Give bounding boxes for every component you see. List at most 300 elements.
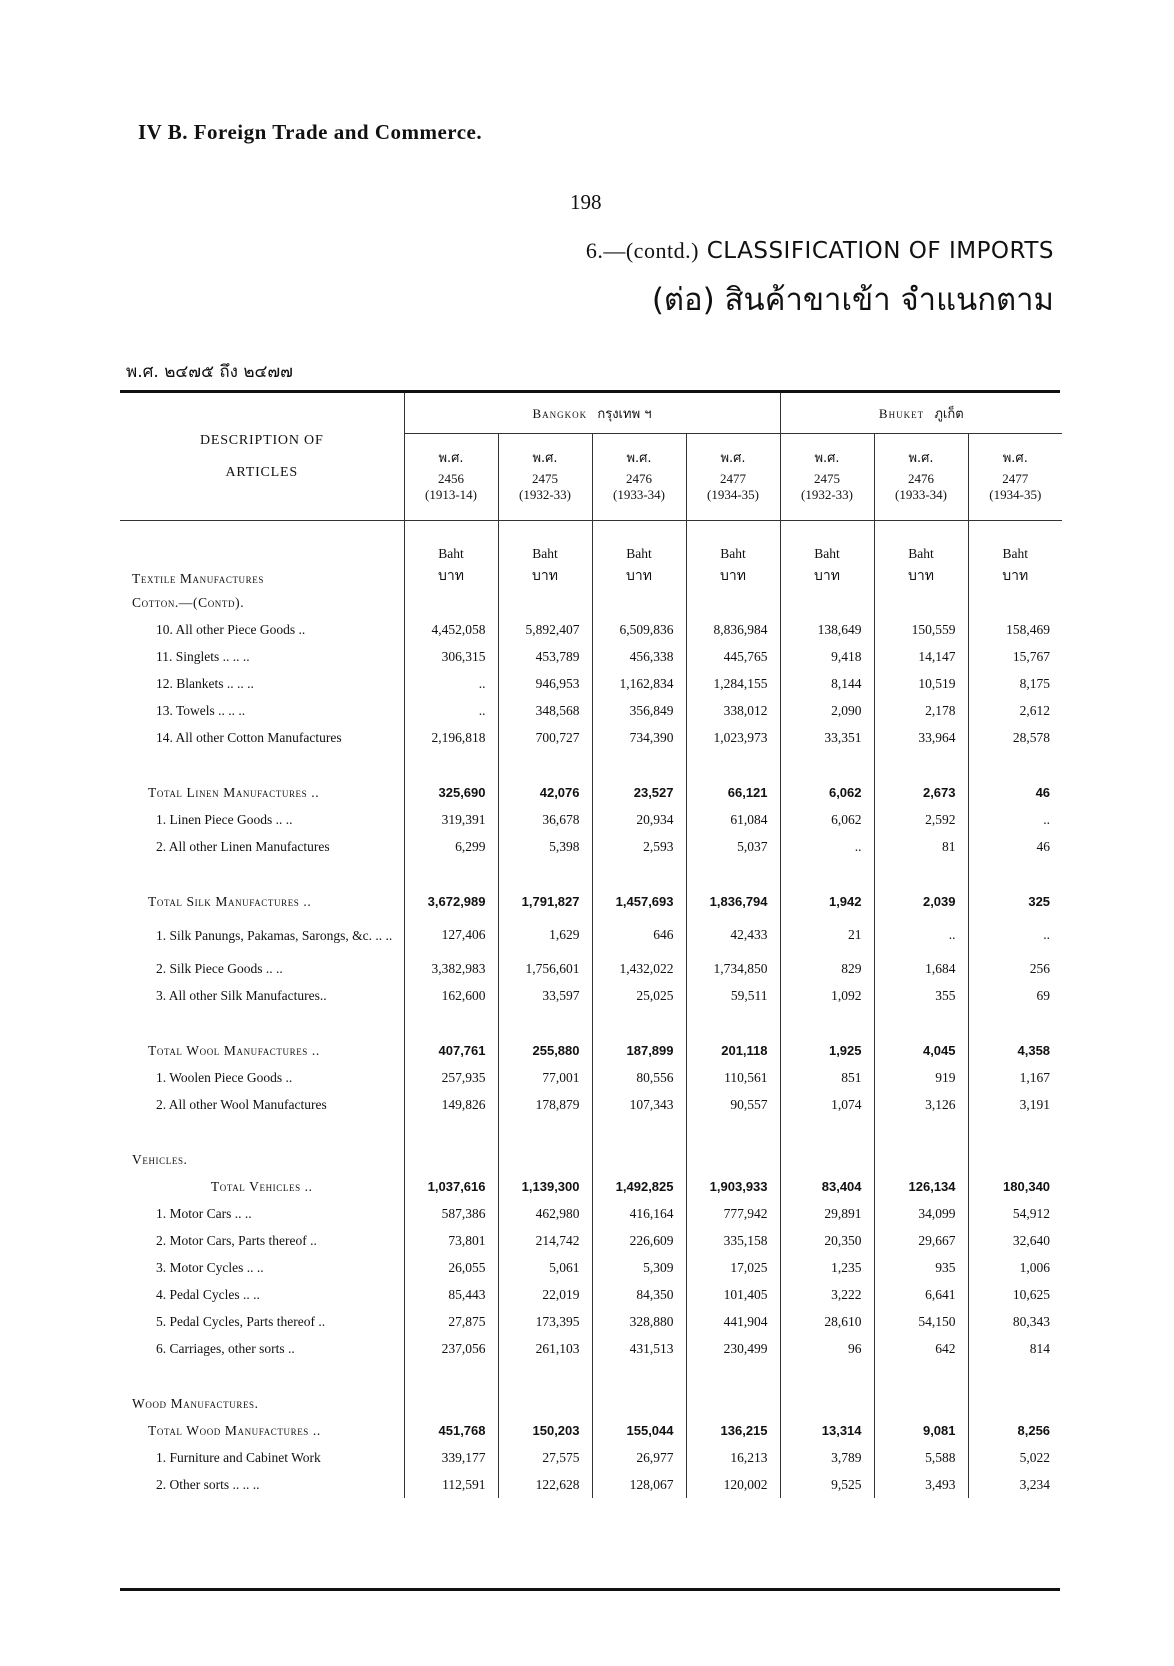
value-cell: 180,340 xyxy=(968,1173,1062,1200)
value-cell: 201,118 xyxy=(686,1037,780,1064)
row-label: 12. Blankets .. .. .. xyxy=(156,675,254,691)
value-cell xyxy=(404,589,498,616)
value-cell: 2,612 xyxy=(968,697,1062,724)
year-header-6 xyxy=(968,434,1062,521)
value-cell: 1,756,601 xyxy=(498,955,592,982)
value-cell: 1,023,973 xyxy=(686,724,780,751)
spacer-cell xyxy=(874,1009,968,1037)
value-cell: 66,121 xyxy=(686,779,780,806)
value-cell: 42,076 xyxy=(498,779,592,806)
value-cell: 462,980 xyxy=(498,1200,592,1227)
row-label: 2. All other Wool Manufactures xyxy=(156,1096,327,1112)
value-cell xyxy=(780,1390,874,1417)
spacer-cell xyxy=(780,860,874,888)
value-cell: 61,084 xyxy=(686,806,780,833)
value-cell: 17,025 xyxy=(686,1254,780,1281)
value-cell: 14,147 xyxy=(874,643,968,670)
table-row xyxy=(120,982,1062,1009)
spacer-cell xyxy=(404,751,498,779)
value-cell: 445,765 xyxy=(686,643,780,670)
unit-row xyxy=(120,521,1062,590)
spacer-cell xyxy=(686,1362,780,1390)
spacer-cell xyxy=(120,1362,404,1390)
year-be: 2475 xyxy=(532,471,558,486)
bangkok-label: Bangkok xyxy=(532,405,588,421)
table-row xyxy=(120,1444,1062,1471)
value-cell: 8,836,984 xyxy=(686,616,780,643)
value-cell: 1,235 xyxy=(780,1254,874,1281)
value-cell: 230,499 xyxy=(686,1335,780,1362)
spacer-cell xyxy=(120,1118,404,1146)
value-cell: .. xyxy=(968,806,1062,833)
year-ce: (1932-33) xyxy=(801,487,854,502)
unit-th: บาท xyxy=(814,568,840,584)
value-cell: 1,942 xyxy=(780,888,874,915)
value-cell xyxy=(968,1146,1062,1173)
bhuket-header xyxy=(780,393,1062,434)
value-cell: 734,390 xyxy=(592,724,686,751)
value-cell: .. xyxy=(780,833,874,860)
value-cell: 335,158 xyxy=(686,1227,780,1254)
value-cell: 26,055 xyxy=(404,1254,498,1281)
value-cell: 829 xyxy=(780,955,874,982)
value-cell: 355 xyxy=(874,982,968,1009)
value-cell: 1,162,834 xyxy=(592,670,686,697)
value-cell: 306,315 xyxy=(404,643,498,670)
spacer-cell xyxy=(404,860,498,888)
table-row xyxy=(120,670,1062,697)
row-label: 3. All other Silk Manufactures.. xyxy=(156,987,327,1003)
value-cell: 29,891 xyxy=(780,1200,874,1227)
value-cell: 20,350 xyxy=(780,1227,874,1254)
table-body xyxy=(120,393,1062,1498)
row-label: 13. Towels .. .. .. xyxy=(156,702,246,718)
value-cell: 1,836,794 xyxy=(686,888,780,915)
year-era-label: พ.ศ. xyxy=(626,451,652,466)
value-cell: 6,509,836 xyxy=(592,616,686,643)
value-cell: 27,875 xyxy=(404,1308,498,1335)
spacer-cell xyxy=(968,751,1062,779)
value-cell: 328,880 xyxy=(592,1308,686,1335)
value-cell: 1,791,827 xyxy=(498,888,592,915)
value-cell: 441,904 xyxy=(686,1308,780,1335)
spacer-cell xyxy=(592,860,686,888)
unit-th: บาท xyxy=(908,568,934,584)
value-cell: 84,350 xyxy=(592,1281,686,1308)
value-cell: 29,667 xyxy=(874,1227,968,1254)
unit-th: บาท xyxy=(438,568,464,584)
spacer-cell xyxy=(592,1009,686,1037)
year-be: 2477 xyxy=(1002,471,1029,486)
value-cell: 814 xyxy=(968,1335,1062,1362)
value-cell: 6,062 xyxy=(780,779,874,806)
header-city-row xyxy=(120,393,1062,434)
value-cell: 155,044 xyxy=(592,1417,686,1444)
value-cell: 214,742 xyxy=(498,1227,592,1254)
value-cell xyxy=(686,1390,780,1417)
value-cell: 3,493 xyxy=(874,1471,968,1498)
value-cell: 83,404 xyxy=(780,1173,874,1200)
year-header-2 xyxy=(592,434,686,521)
value-cell: 126,134 xyxy=(874,1173,968,1200)
value-cell: 187,899 xyxy=(592,1037,686,1064)
year-header-1 xyxy=(498,434,592,521)
value-cell: 587,386 xyxy=(404,1200,498,1227)
description-header-line-1: DESCRIPTION OF xyxy=(199,432,324,448)
value-cell xyxy=(592,1146,686,1173)
unit-en: Baht xyxy=(1002,546,1029,561)
value-cell: 54,150 xyxy=(874,1308,968,1335)
spacer-cell xyxy=(404,1009,498,1037)
row-label: 1. Woolen Piece Goods .. xyxy=(156,1069,293,1085)
value-cell: 9,081 xyxy=(874,1417,968,1444)
row-label: 1. Silk Panungs, Pakamas, Sarongs, &c. .. .. xyxy=(156,927,393,943)
unit-en: Baht xyxy=(908,546,934,561)
value-cell: 1,629 xyxy=(498,915,592,955)
value-cell: 6,062 xyxy=(780,806,874,833)
value-cell xyxy=(780,1146,874,1173)
table-row xyxy=(120,806,1062,833)
value-cell: 42,433 xyxy=(686,915,780,955)
value-cell: 226,609 xyxy=(592,1227,686,1254)
row-label: Vehicles. xyxy=(132,1151,188,1167)
description-header-line-2: ARTICLES xyxy=(225,464,298,480)
value-cell: 59,511 xyxy=(686,982,780,1009)
value-cell: 5,037 xyxy=(686,833,780,860)
unit-th: บาท xyxy=(626,568,652,584)
value-cell: 2,178 xyxy=(874,697,968,724)
value-cell: 1,074 xyxy=(780,1091,874,1118)
value-cell: 2,593 xyxy=(592,833,686,860)
year-be: 2456 xyxy=(438,471,464,486)
spacer-row xyxy=(120,1009,1062,1037)
spacer-cell xyxy=(968,1009,1062,1037)
value-cell: 69 xyxy=(968,982,1062,1009)
year-era-label: พ.ศ. xyxy=(814,451,840,466)
value-cell: 25,025 xyxy=(592,982,686,1009)
value-cell: 453,789 xyxy=(498,643,592,670)
value-cell: 1,492,825 xyxy=(592,1173,686,1200)
value-cell: 1,457,693 xyxy=(592,888,686,915)
value-cell: 80,343 xyxy=(968,1308,1062,1335)
imports-grid xyxy=(120,393,1062,1498)
value-cell xyxy=(874,1146,968,1173)
value-cell: 261,103 xyxy=(498,1335,592,1362)
value-cell: 1,432,022 xyxy=(592,955,686,982)
value-cell xyxy=(404,1390,498,1417)
year-ce: (1933-34) xyxy=(895,487,948,502)
year-ce: (1932-33) xyxy=(519,487,571,502)
value-cell: 2,673 xyxy=(874,779,968,806)
value-cell: 178,879 xyxy=(498,1091,592,1118)
spacer-cell xyxy=(686,751,780,779)
value-cell: 54,912 xyxy=(968,1200,1062,1227)
spacer-cell xyxy=(686,1009,780,1037)
unit-cell-2 xyxy=(592,521,686,590)
spacer-cell xyxy=(404,1362,498,1390)
spacer-row xyxy=(120,751,1062,779)
value-cell: 6,641 xyxy=(874,1281,968,1308)
value-cell: 700,727 xyxy=(498,724,592,751)
value-cell: 2,592 xyxy=(874,806,968,833)
year-ce: (1934-35) xyxy=(989,487,1042,502)
row-label: 3. Motor Cycles .. .. xyxy=(156,1259,264,1275)
value-cell: 33,351 xyxy=(780,724,874,751)
spacer-cell xyxy=(592,1118,686,1146)
table-row xyxy=(120,697,1062,724)
value-cell: 20,934 xyxy=(592,806,686,833)
value-cell: 22,019 xyxy=(498,1281,592,1308)
table-row xyxy=(120,1471,1062,1498)
table-row xyxy=(120,643,1062,670)
value-cell: 319,391 xyxy=(404,806,498,833)
table-row xyxy=(120,1064,1062,1091)
value-cell: 1,092 xyxy=(780,982,874,1009)
unit-cell-4 xyxy=(780,521,874,590)
value-cell xyxy=(592,1390,686,1417)
spacer-cell xyxy=(120,1009,404,1037)
page-number: 198 xyxy=(570,190,602,214)
value-cell: 81 xyxy=(874,833,968,860)
value-cell: 158,469 xyxy=(968,616,1062,643)
value-cell: 1,684 xyxy=(874,955,968,982)
value-cell: 150,203 xyxy=(498,1417,592,1444)
value-cell: 4,358 xyxy=(968,1037,1062,1064)
value-cell: 777,942 xyxy=(686,1200,780,1227)
value-cell: 150,559 xyxy=(874,616,968,643)
spacer-cell xyxy=(498,1118,592,1146)
row-label: 1. Furniture and Cabinet Work xyxy=(156,1449,321,1465)
value-cell: 23,527 xyxy=(592,779,686,806)
table-row xyxy=(120,1254,1062,1281)
row-label: 4. Pedal Cycles .. .. xyxy=(156,1286,260,1302)
value-cell: 32,640 xyxy=(968,1227,1062,1254)
value-cell: 138,649 xyxy=(780,616,874,643)
value-cell: 34,099 xyxy=(874,1200,968,1227)
row-label: 2. All other Linen Manufactures xyxy=(156,838,330,854)
spacer-cell xyxy=(968,1118,1062,1146)
value-cell: 935 xyxy=(874,1254,968,1281)
row-label: Cotton.—(Contd). xyxy=(132,594,245,610)
value-cell: 46 xyxy=(968,779,1062,806)
value-cell: 26,977 xyxy=(592,1444,686,1471)
value-cell: 4,452,058 xyxy=(404,616,498,643)
spacer-row xyxy=(120,860,1062,888)
spacer-cell xyxy=(780,1362,874,1390)
value-cell: 1,037,616 xyxy=(404,1173,498,1200)
value-cell: 5,022 xyxy=(968,1444,1062,1471)
table-row xyxy=(120,724,1062,751)
spacer-cell xyxy=(780,1118,874,1146)
value-cell: 2,090 xyxy=(780,697,874,724)
value-cell: 10,519 xyxy=(874,670,968,697)
title-english: CLASSIFICATION OF IMPORTS xyxy=(706,238,1054,264)
unit-th: บาท xyxy=(1002,568,1029,584)
value-cell: 101,405 xyxy=(686,1281,780,1308)
row-label: 1. Motor Cars .. .. xyxy=(156,1205,252,1221)
value-cell: 10,625 xyxy=(968,1281,1062,1308)
value-cell: 5,588 xyxy=(874,1444,968,1471)
value-cell: 28,578 xyxy=(968,724,1062,751)
table-row xyxy=(120,589,1062,616)
spacer-cell xyxy=(498,1009,592,1037)
unit-cell-0 xyxy=(404,521,498,590)
value-cell: 1,139,300 xyxy=(498,1173,592,1200)
year-header-3 xyxy=(686,434,780,521)
value-cell: 642 xyxy=(874,1335,968,1362)
title-prefix: 6.—(contd.) xyxy=(585,238,699,263)
value-cell: 28,610 xyxy=(780,1308,874,1335)
value-cell: 1,734,850 xyxy=(686,955,780,982)
value-cell: 946,953 xyxy=(498,670,592,697)
era-range: พ.ศ. ๒๔๗๕ ถึง ๒๔๗๗ xyxy=(126,362,293,382)
value-cell: 27,575 xyxy=(498,1444,592,1471)
year-be: 2475 xyxy=(814,471,841,486)
value-cell: 90,557 xyxy=(686,1091,780,1118)
value-cell: 325,690 xyxy=(404,779,498,806)
table-row xyxy=(120,1281,1062,1308)
value-cell: 149,826 xyxy=(404,1091,498,1118)
value-cell: 80,556 xyxy=(592,1064,686,1091)
value-cell: 36,678 xyxy=(498,806,592,833)
value-cell: 107,343 xyxy=(592,1091,686,1118)
row-label: 11. Singlets .. .. .. xyxy=(156,648,250,664)
row-label: 1. Linen Piece Goods .. .. xyxy=(156,811,293,827)
value-cell: 5,398 xyxy=(498,833,592,860)
spacer-cell xyxy=(780,751,874,779)
row-label: Total Wood Manufactures .. xyxy=(148,1422,321,1438)
row-label: 2. Motor Cars, Parts thereof .. xyxy=(156,1232,317,1248)
unit-th: บาท xyxy=(720,568,746,584)
value-cell xyxy=(968,589,1062,616)
table-row xyxy=(120,915,1062,955)
spacer-cell xyxy=(686,1118,780,1146)
value-cell: 451,768 xyxy=(404,1417,498,1444)
value-cell: 1,903,933 xyxy=(686,1173,780,1200)
spacer-row xyxy=(120,1118,1062,1146)
unit-en: Baht xyxy=(720,546,746,561)
row-label: 2. Other sorts .. .. .. xyxy=(156,1476,260,1492)
table-row xyxy=(120,616,1062,643)
value-cell: 136,215 xyxy=(686,1417,780,1444)
unit-en: Baht xyxy=(626,546,652,561)
value-cell: 1,284,155 xyxy=(686,670,780,697)
value-cell: 1,006 xyxy=(968,1254,1062,1281)
value-cell: 85,443 xyxy=(404,1281,498,1308)
spacer-cell xyxy=(498,751,592,779)
bhuket-label: Bhuket xyxy=(878,405,925,421)
value-cell: 5,309 xyxy=(592,1254,686,1281)
spacer-row xyxy=(120,1362,1062,1390)
value-cell xyxy=(592,589,686,616)
value-cell: 77,001 xyxy=(498,1064,592,1091)
spacer-cell xyxy=(498,1362,592,1390)
value-cell xyxy=(780,589,874,616)
unit-en: Baht xyxy=(438,546,464,561)
bhuket-label-thai: ภูเก็ต xyxy=(934,406,964,422)
value-cell: 122,628 xyxy=(498,1471,592,1498)
spacer-cell xyxy=(592,751,686,779)
value-cell xyxy=(874,1390,968,1417)
value-cell: 348,568 xyxy=(498,697,592,724)
value-cell: 338,012 xyxy=(686,697,780,724)
value-cell xyxy=(498,589,592,616)
value-cell: 4,045 xyxy=(874,1037,968,1064)
spacer-cell xyxy=(120,751,404,779)
table-row xyxy=(120,955,1062,982)
table-row xyxy=(120,1417,1062,1444)
year-header-5 xyxy=(874,434,968,521)
value-cell: 356,849 xyxy=(592,697,686,724)
year-era-label: พ.ศ. xyxy=(908,451,934,466)
value-cell: 851 xyxy=(780,1064,874,1091)
year-era-label: พ.ศ. xyxy=(438,451,464,466)
table-row xyxy=(120,1200,1062,1227)
value-cell xyxy=(686,1146,780,1173)
year-be: 2477 xyxy=(720,471,746,486)
value-cell: .. xyxy=(404,670,498,697)
unit-cell-1 xyxy=(498,521,592,590)
table-row xyxy=(120,888,1062,915)
value-cell: 8,256 xyxy=(968,1417,1062,1444)
table-title xyxy=(586,238,1054,264)
value-cell: 407,761 xyxy=(404,1037,498,1064)
year-header-0 xyxy=(404,434,498,521)
value-cell: 73,801 xyxy=(404,1227,498,1254)
value-cell xyxy=(686,589,780,616)
spacer-cell xyxy=(968,860,1062,888)
year-header-4 xyxy=(780,434,874,521)
year-era-label: พ.ศ. xyxy=(720,451,746,466)
value-cell: 2,196,818 xyxy=(404,724,498,751)
value-cell: 33,597 xyxy=(498,982,592,1009)
year-era-label: พ.ศ. xyxy=(532,451,558,466)
value-cell: 255,880 xyxy=(498,1037,592,1064)
value-cell: 8,144 xyxy=(780,670,874,697)
table-row xyxy=(120,1227,1062,1254)
value-cell: 112,591 xyxy=(404,1471,498,1498)
value-cell: 120,002 xyxy=(686,1471,780,1498)
value-cell xyxy=(968,1390,1062,1417)
value-cell: 3,222 xyxy=(780,1281,874,1308)
year-be: 2476 xyxy=(626,471,652,486)
value-cell xyxy=(404,1146,498,1173)
table-row xyxy=(120,1037,1062,1064)
spacer-cell xyxy=(874,1118,968,1146)
value-cell: 16,213 xyxy=(686,1444,780,1471)
value-cell: 8,175 xyxy=(968,670,1062,697)
table-row xyxy=(120,1390,1062,1417)
spacer-cell xyxy=(404,1118,498,1146)
year-be: 2476 xyxy=(908,471,935,486)
value-cell: 256 xyxy=(968,955,1062,982)
value-cell: 3,789 xyxy=(780,1444,874,1471)
row-label: Total Wool Manufactures .. xyxy=(148,1042,320,1058)
value-cell: 5,892,407 xyxy=(498,616,592,643)
value-cell: 3,191 xyxy=(968,1091,1062,1118)
value-cell: 416,164 xyxy=(592,1200,686,1227)
value-cell: 325 xyxy=(968,888,1062,915)
row-label: Total Linen Manufactures .. xyxy=(148,784,320,800)
section-header: IV B. Foreign Trade and Commerce. xyxy=(138,120,483,144)
value-cell: 128,067 xyxy=(592,1471,686,1498)
value-cell: 2,039 xyxy=(874,888,968,915)
spacer-cell xyxy=(498,860,592,888)
unit-cell-5 xyxy=(874,521,968,590)
spacer-cell xyxy=(592,1362,686,1390)
row-label: 10. All other Piece Goods .. xyxy=(156,621,306,637)
spacer-cell xyxy=(968,1362,1062,1390)
